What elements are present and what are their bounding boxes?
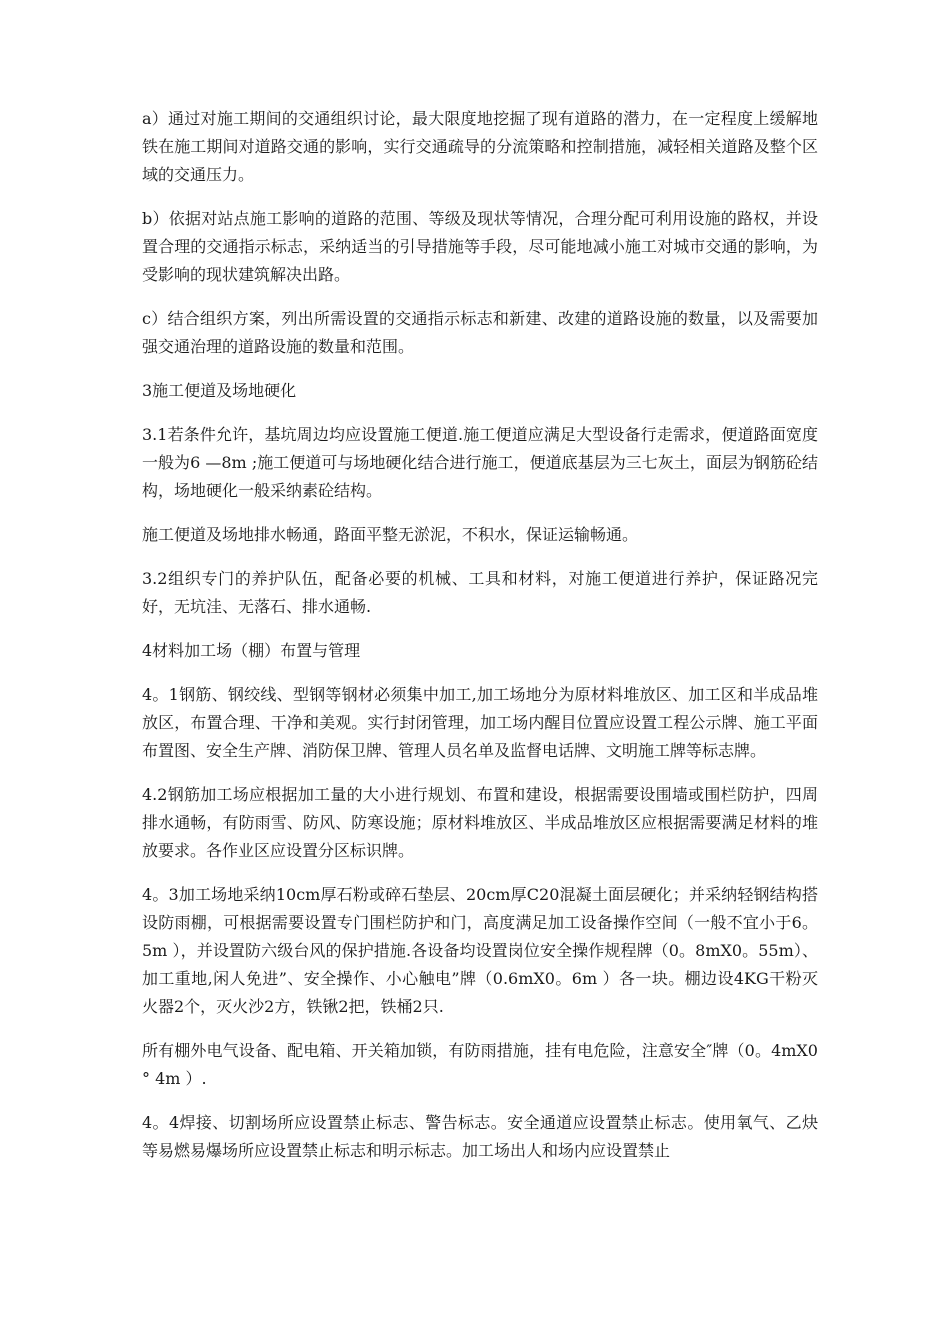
paragraph-4-3: 4。3加工场地采纳10cm厚石粉或碎石垫层、20cm厚C20混凝土面层硬化；并采纳轻钢结构搭设防雨棚，可根据需要设置专门围栏防护和门，高度满足加工设备操作空间（一般不宜小于6。5m ），并设置防六级台风的保护措施.各设备均设置岗位安全操作规程牌（0。8mX0。55m）、加工重地,闲人免进”、安全操作、小心触电”牌（0.6mX0。6m ）各一块。棚边设4KG干粉灭火器2个，灭火沙2方，铁锹2把，铁桶2只.: [142, 885, 818, 1016]
paragraph-4-2: 4.2钢筋加工场应根据加工量的大小进行规划、布置和建设，根据需要设围墙或围栏防护，四周排水通畅，有防雨雪、防风、防寒设施；原材料堆放区、半成品堆放区应根据需要满足材料的堆放要求。各作业区应设置分区标识牌。: [142, 785, 818, 860]
paragraph-electrical: 所有棚外电气设备、配电箱、开关箱加锁，有防雨措施，挂有电危险，注意安全″牌（0。4mX0 ° 4m ）.: [142, 1041, 818, 1088]
paragraph-4-1: 4。1钢筋、钢绞线、型钢等钢材必须集中加工,加工场地分为原材料堆放区、加工区和半成品堆放区，布置合理、干净和美观。实行封闭管理，加工场内醒目位置应设置工程公示牌、施工平面布置图、安全生产牌、消防保卫牌、管理人员名单及监督电话牌、文明施工牌等标志牌。: [142, 685, 818, 760]
paragraph-3-2: 3.2组织专门的养护队伍，配备必要的机械、工具和材料，对施工便道进行养护，保证路况完好，无坑洼、无落石、排水通畅.: [142, 569, 818, 616]
section-heading-3: 3施工便道及场地硬化: [142, 381, 297, 400]
paragraph-3-1: 3.1若条件允许，基坑周边均应设置施工便道.施工便道应满足大型设备行走需求，便道路面宽度一般为6 —8m ;施工便道可与场地硬化结合进行施工，便道底基层为三七灰土，面层为钢筋砼结构，场地硬化一般采纳素砼结构。: [142, 425, 818, 500]
paragraph-a: a）通过对施工期间的交通组织讨论，最大限度地挖掘了现有道路的潜力，在一定程度上缓解地铁在施工期间对道路交通的影响，实行交通疏导的分流策略和控制措施，减轻相关道路及整个区域的交通压力。: [142, 109, 818, 184]
document-body: [142, 105, 818, 1181]
paragraph-c: c）结合组织方案，列出所需设置的交通指示标志和新建、改建的道路设施的数量，以及需要加强交通治理的道路设施的数量和范围。: [142, 309, 818, 356]
paragraph-b: b）依据对站点施工影响的道路的范围、等级及现状等情况，合理分配可利用设施的路权，并设置合理的交通指示标志，采纳适当的引导措施等手段，尽可能地减小施工对城市交通的影响，为受影响的现状建筑解决出路。: [142, 209, 818, 284]
section-heading-4: 4材料加工场（棚）布置与管理: [142, 641, 361, 660]
paragraph-4-4: 4。4焊接、切割场所应设置禁止标志、警告标志。安全通道应设置禁止标志。使用氧气、乙炔等易燃易爆场所应设置禁止标志和明示标志。加工场出人和场内应设置禁止: [142, 1113, 818, 1160]
paragraph-drainage: 施工便道及场地排水畅通，路面平整无淤泥，不积水，保证运输畅通。: [142, 525, 639, 544]
